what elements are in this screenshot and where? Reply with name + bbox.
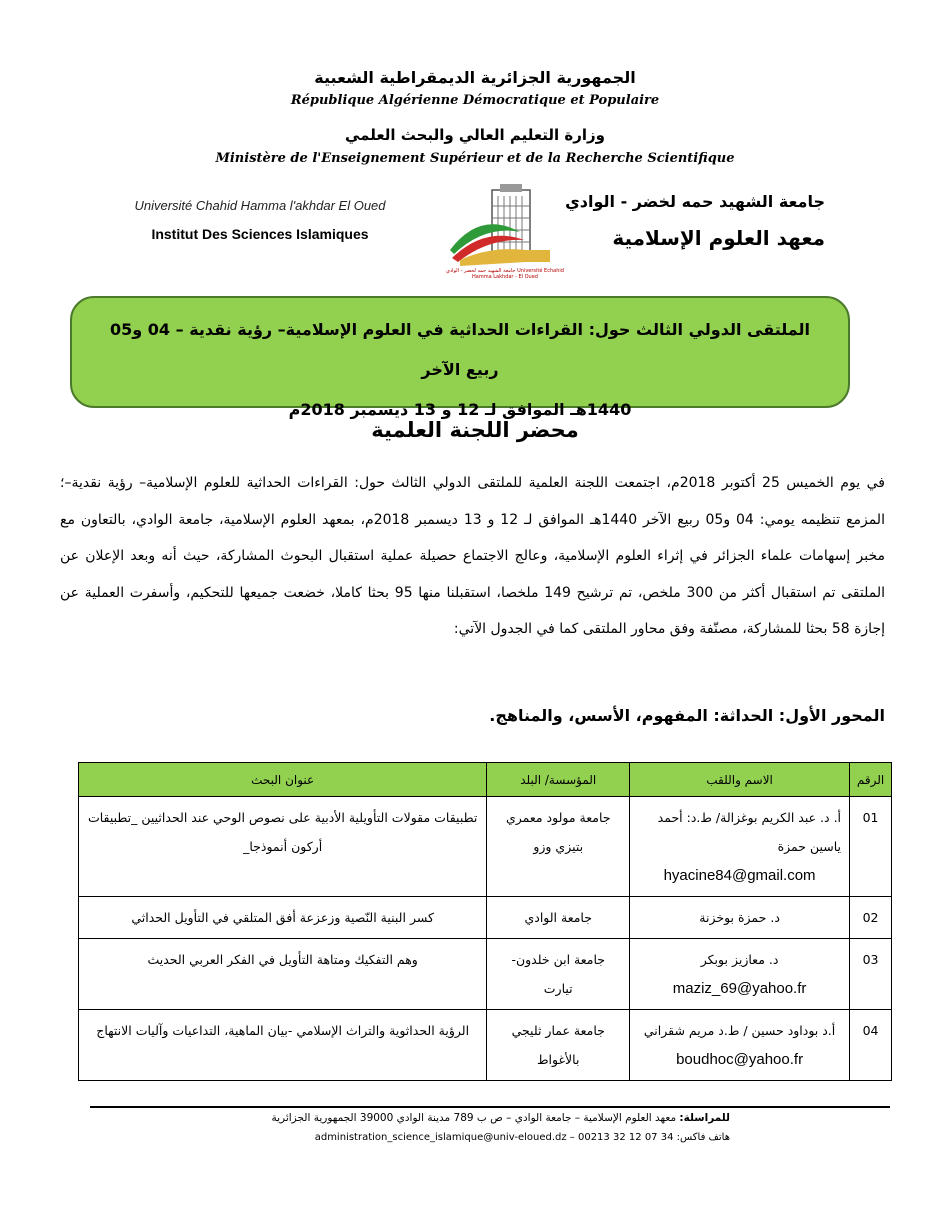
table-row <box>79 1010 892 1081</box>
cell-institution: جامعة الوادي <box>487 897 630 939</box>
cell-num: 02 <box>850 897 892 939</box>
country-name-ar: الجمهورية الجزائرية الديمقراطية الشعبية <box>314 68 636 87</box>
logo-caption: جامعة الشهيد حمه لخضر - الوادي Université Echahid Hamma Lakhdar - El Oued <box>446 268 564 280</box>
footer-contact: هاتف فاكس: 34 07 12 32 00213 – administration_science_islamique@univ-eloued.dz <box>314 1132 730 1143</box>
cell-name <box>630 1010 850 1081</box>
university-name-fr: Université Chahid Hamma l'akhdar El Oued <box>134 198 386 213</box>
author-names: أ. د. عبد الكريم بوغزالة/ ط.د: أحمد ياسين حمزة <box>657 810 842 854</box>
author-names: أ.د بوداود حسين / ط.د مريم شقراني <box>643 1023 836 1038</box>
banner-line-2: 1440هـ الموافق لـ 12 و 13 ديسمبر 2018م <box>288 400 632 419</box>
author-email: boudhoc@yahoo.fr <box>676 1051 804 1068</box>
footer-address-label: للمراسلة: <box>679 1112 730 1124</box>
cell-num: 04 <box>850 1010 892 1081</box>
conference-banner <box>70 296 850 419</box>
header-num: الرقم <box>850 763 892 797</box>
footer-divider <box>90 1106 890 1108</box>
intro-paragraph: في يوم الخميس 25 أكتوبر 2018م، اجتمعت اللجنة العلمية للملتقى الدولي الثالث حول: القراءات الحداثية للعلوم الإسلامية– رؤية نقدية–؛ المزمع تنظيمه يومي: 04 و05 ربيع الآخر 1440هـ الموافق لـ 12 و 13 ديسمبر 2018م، بمعهد العلوم الإسلامية، جامعة الوادي، بالتعاون مع مخبر إسهامات علماء الجزائر في إثراء العلوم الإسلامية، وعالج الاجتماع حصيلة عملية استقبال البحوث المشاركة، حيث أنه وبعد الإعلان عن الملتقى تم استقبال أكثر من 300 ملخص، تم ترشيح 149 ملخصا، استقبلنا منها 95 بحثا كاملا، خضعت جميعها للتحكيم، وأسفرت العملية عن إجازة 58 بحثا للمشاركة، مصنّفة وفق محاور الملتقى كما في الجدول الآتي: <box>60 475 885 638</box>
author-names: د. معازيز بوبكر <box>700 952 779 967</box>
table-row <box>79 939 892 1010</box>
papers-table <box>78 762 892 1081</box>
header-institution: المؤسسة/ البلد <box>487 763 630 797</box>
institute-name-fr: Institut Des Sciences Islamiques <box>151 226 369 242</box>
header-name: الاسم واللقب <box>630 763 850 797</box>
country-name-fr: République Algérienne Démocratique et Populaire <box>290 93 660 108</box>
cell-name <box>630 797 850 897</box>
cell-num: 01 <box>850 797 892 897</box>
ministry-name-fr: Ministère de l'Enseignement Supérieur et de la Recherche Scientifique <box>215 151 735 166</box>
table-row <box>79 897 892 939</box>
cell-institution: جامعة ابن خلدون- تيارت <box>487 939 630 1010</box>
institute-name-ar: معهد العلوم الإسلامية <box>612 226 825 250</box>
document-title: محضر اللجنة العلمية <box>371 418 579 442</box>
cell-institution: جامعة مولود معمري بتيزي وزو <box>487 797 630 897</box>
footer-address <box>100 1112 730 1124</box>
footer-address-text: معهد العلوم الإسلامية – جامعة الوادي – ص ب 789 مدينة الوادي 39000 الجمهورية الجزائرية <box>271 1112 677 1124</box>
cell-name: د. حمزة بوخزنة <box>630 897 850 939</box>
cell-num: 03 <box>850 939 892 1010</box>
header-title: عنوان البحث <box>79 763 487 797</box>
cell-title: تطبيقات مقولات التأويلية الأدبية على نصوص الوحي عند الحداثيين _تطبيقات أركون أنموذجا_ <box>79 797 487 897</box>
ministry-name-ar: وزارة التعليم العالي والبحث العلمي <box>344 126 606 144</box>
cell-name <box>630 939 850 1010</box>
author-email: hyacine84@gmail.com <box>663 867 816 884</box>
cell-title: وهم التفكيك ومتاهة التأويل في الفكر العربي الحديث <box>79 939 487 1010</box>
axis-heading: المحور الأول: الحداثة: المفهوم، الأسس، والمناهج. <box>489 706 885 725</box>
cell-title: الرؤية الحداثوية والتراث الإسلامي -بيان الماهية، التداعيات وآليات الانتهاج <box>79 1010 487 1081</box>
cell-institution: جامعة عمار ثليجي بالأغواط <box>487 1010 630 1081</box>
table-row <box>79 797 892 897</box>
banner-line-1: الملتقى الدولي الثالث حول: القراءات الحداثية في العلوم الإسلامية– رؤية نقدية – 04 و05 ربيع الآخر <box>110 320 810 379</box>
table-header-row <box>79 763 892 797</box>
cell-title: كسر البنية النّصية وزعزعة أفق المتلقي في التأويل الحداثي <box>79 897 487 939</box>
university-logo <box>440 180 570 280</box>
university-name-ar: جامعة الشهيد حمه لخضر - الوادي <box>565 192 825 211</box>
author-email: maziz_69@yahoo.fr <box>672 980 807 997</box>
